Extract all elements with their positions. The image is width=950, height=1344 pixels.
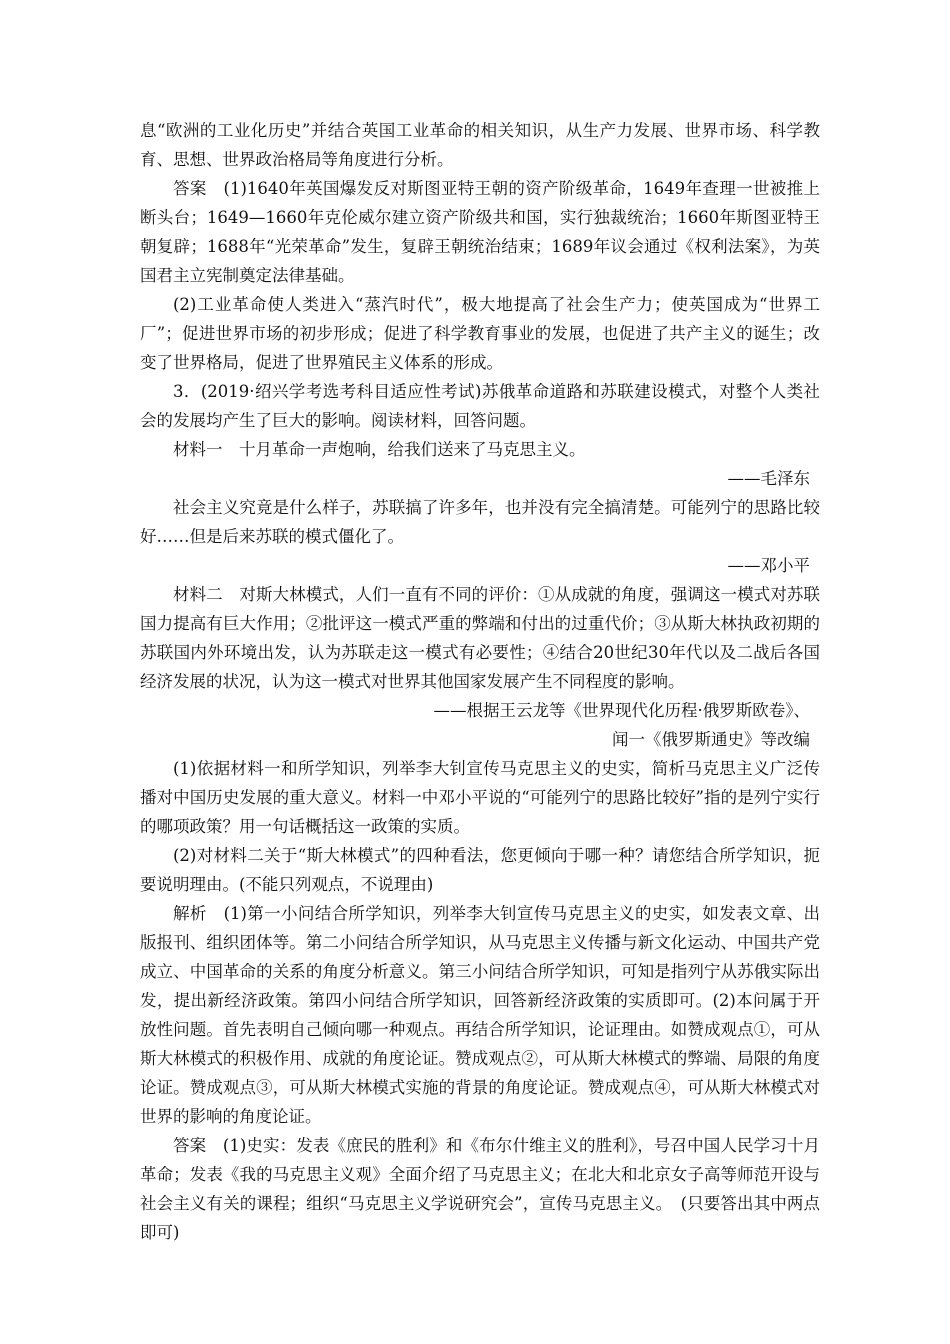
paragraph-analysis: 解析 (1)第一小问结合所学知识，列举李大钊宣传马克思主义的史实，如发表文章、出版报刊、组织团体等。第二小问结合所学知识，从马克思主义传播与新文化运动、中国共产党成立、中国革命的关系的角度分析意义。第三小问结合所学知识，可知是指列宁从苏俄实际出发，提出新经济政策。第四小问结合所学知识，回答新经济政策的实质即可。(2)本问属于开放性问题。首先表明自己倾向哪一种观点。再结合所学知识，论证理由。如赞成观点①，可从斯大林模式的积极作用、成就的角度论证。赞成观点②，可从斯大林模式的弊端、局限的角度论证。赞成观点③，可从斯大林模式实施的背景的角度论证。赞成观点④，可从斯大林模式对世界的影响的角度论证。 (140, 904, 820, 1126)
attribution-mao: ——毛泽东 (727, 469, 810, 488)
attribution-source-1: ——根据王云龙等《世界现代化历程·俄罗斯欧卷》、 (433, 701, 810, 720)
paragraph-question-3: 3．(2019·绍兴学考选考科目适应性考试)苏俄革命道路和苏联建设模式，对整个人类社会的发展均产生了巨大的影响。阅读材料，回答问题。 (140, 382, 820, 430)
paragraph-question-hint: 息“欧洲的工业化历史”并结合英国工业革命的相关知识，从生产力发展、世界市场、科学教育、思想、世界政治格局等角度进行分析。 (140, 121, 820, 169)
attribution-deng: ——邓小平 (727, 556, 810, 575)
paragraph-material-2: 材料二 对斯大林模式，人们一直有不同的评价：①从成就的角度，强调这一模式对苏联国力提高有巨大作用；②批评这一模式严重的弊端和付出的过重代价；③从斯大林执政初期的苏联国内外环境出发，认为苏联走这一模式有必要性；④结合20世纪30年代以及二战后各国经济发展的状况，认为这一模式对世界其他国家发展产生不同程度的影响。 (140, 585, 820, 691)
paragraph-material-1: 材料一 十月革命一声炮响，给我们送来了马克思主义。 (173, 440, 586, 459)
paragraph-answer-3: 答案 (1)史实：发表《庶民的胜利》和《布尔什维主义的胜利》，号召中国人民学习十月革命；发表《我的马克思主义观》全面介绍了马克思主义；在北大和北京女子高等师范开设与社会主义有关的课程；组织“马克思主义学说研究会”，宣传马克思主义。 (只要答出其中两点即可) (140, 1136, 820, 1242)
paragraph-answer-2: (2)工业革命使人类进入“蒸汽时代”，极大地提高了社会生产力；使英国成为“世界工厂”；促进世界市场的初步形成；促进了科学教育事业的发展，也促进了共产主义的诞生；改变了世界格局，促进了世界殖民主义体系的形成。 (140, 295, 820, 372)
paragraph-material-1-quote-2: 社会主义究竟是什么样子，苏联搞了许多年，也并没有完全搞清楚。可能列宁的思路比较好……但是后来苏联的模式僵化了。 (140, 498, 820, 546)
paragraph-answer-1: 答案 (1)1640年英国爆发反对斯图亚特王朝的资产阶级革命，1649年查理一世被推上断头台；1649—1660年克伦威尔建立资产阶级共和国，实行独裁统治；1660年斯图亚特王朝复辟；1688年“光荣革命”发生，复辟王朝统治结束；1689年议会通过《权利法案》，为英国君主立宪制奠定法律基础。 (140, 179, 820, 285)
paragraph-question-3-1: (1)依据材料一和所学知识，列举李大钊宣传马克思主义的史实，简析马克思主义广泛传播对中国历史发展的重大意义。材料一中邓小平说的“可能列宁的思路比较好”指的是列宁实行的哪项政策？用一句话概括这一政策的实质。 (140, 759, 820, 836)
paragraph-question-3-2: (2)对材料二关于“斯大林模式”的四种看法，您更倾向于哪一种？请您结合所学知识，扼要说明理由。(不能只列观点，不说理由) (140, 846, 820, 894)
attribution-source-2: 闻一《俄罗斯通史》等改编 (612, 730, 810, 749)
